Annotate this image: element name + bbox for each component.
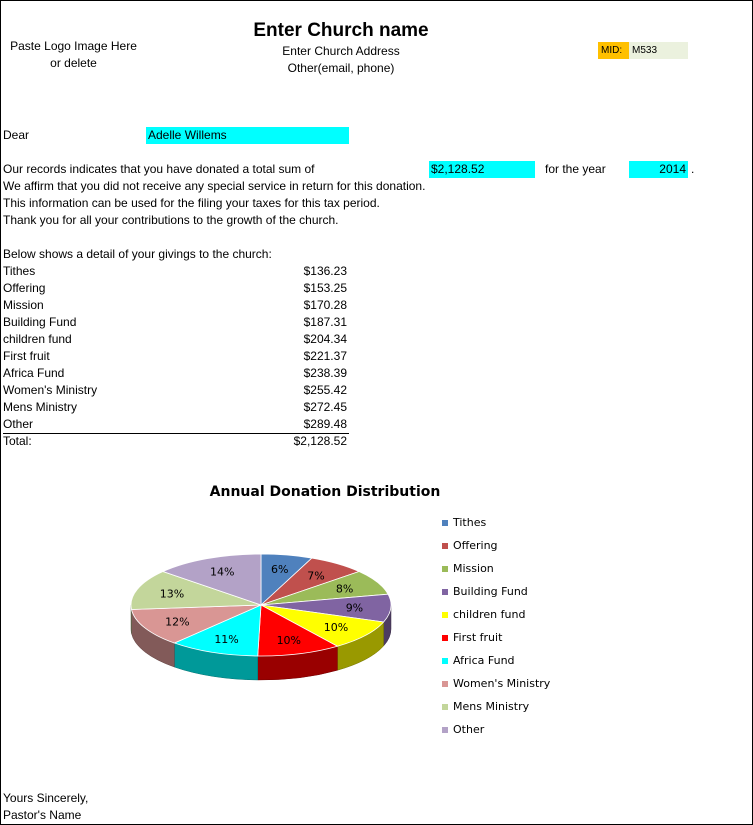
- legend-swatch: [442, 658, 448, 664]
- legend-label: Women's Ministry: [453, 677, 551, 690]
- pie-data-label: 14%: [209, 565, 235, 579]
- pastor-signature: Pastor's Name: [3, 808, 82, 822]
- legend-swatch: [442, 543, 448, 549]
- logo-placeholder: [1, 39, 146, 70]
- giving-amount: $272.45: [303, 400, 347, 414]
- records-text: Our records indicates that you have donated a total sum of: [3, 162, 315, 176]
- affirm-text: We affirm that you did not receive any special service in return for this donation.: [3, 179, 426, 193]
- pie-data-label: 10%: [323, 620, 349, 634]
- church-contact: Other(email, phone): [287, 61, 395, 75]
- legend-swatch: [442, 589, 448, 595]
- legend-label: First fruit: [453, 631, 503, 644]
- pie-data-label: 12%: [165, 615, 190, 629]
- giving-category: Other: [3, 417, 34, 431]
- giving-category: Offering: [3, 281, 46, 295]
- pie-data-label: 9%: [345, 601, 364, 615]
- logo-line-1: Paste Logo Image Here: [10, 39, 137, 53]
- giving-category: Mission: [3, 298, 44, 312]
- pie-data-label: 8%: [335, 582, 354, 596]
- giving-category: Building Fund: [3, 315, 77, 329]
- total-label: Total:: [3, 434, 32, 448]
- pie-data-label: 11%: [214, 633, 239, 647]
- mid-label: MID:: [598, 42, 629, 59]
- legend-label: Building Fund: [453, 585, 528, 598]
- legend-swatch: [442, 566, 448, 572]
- logo-line-2: or delete: [50, 56, 97, 70]
- legend-swatch: [442, 681, 448, 687]
- giving-amount: $170.28: [303, 298, 347, 312]
- pie-data-label: 6%: [270, 563, 289, 577]
- legend-label: Other: [453, 723, 485, 736]
- legend-swatch: [442, 520, 448, 526]
- legend-label: Mission: [453, 562, 494, 575]
- giving-category: Africa Fund: [3, 366, 65, 380]
- giving-category: Tithes: [3, 264, 36, 278]
- giving-amount: $204.34: [303, 332, 347, 346]
- giving-amount: $255.42: [303, 383, 347, 397]
- giving-category: children fund: [3, 332, 72, 346]
- mid-value: M533: [629, 42, 688, 59]
- legend-swatch: [442, 704, 448, 710]
- giving-amount: $289.48: [303, 417, 347, 431]
- donor-name: Adelle Willems: [146, 127, 349, 144]
- details-intro: Below shows a detail of your givings to the church:: [3, 247, 272, 261]
- legend-swatch: [442, 635, 448, 641]
- legend-label: Offering: [453, 539, 498, 552]
- pie-data-label: 10%: [276, 634, 302, 648]
- giving-category: Mens Ministry: [3, 400, 78, 414]
- chart-title: Annual Donation Distribution: [209, 484, 441, 500]
- legend-swatch: [442, 612, 448, 618]
- giving-amount: $136.23: [303, 264, 347, 278]
- giving-category: Women's Ministry: [3, 383, 98, 397]
- legend-swatch: [442, 727, 448, 733]
- giving-amount: $187.31: [303, 315, 347, 329]
- thanks-text: Thank you for all your contributions to the growth of the church.: [3, 213, 339, 227]
- year-value: 2014: [629, 161, 688, 178]
- giving-category: First fruit: [3, 349, 50, 363]
- giving-amount: $238.39: [303, 366, 347, 380]
- pie-data-label: 7%: [307, 569, 325, 583]
- church-name: Enter Church name: [253, 20, 429, 41]
- legend-label: children fund: [453, 608, 526, 621]
- year-period: .: [691, 162, 695, 176]
- giving-amount: $221.37: [303, 349, 347, 363]
- total-amount: $2,128.52: [293, 434, 347, 448]
- closing-text: Yours Sincerely,: [3, 791, 89, 805]
- pie-data-label: 13%: [159, 587, 185, 601]
- for-year-label: for the year: [545, 162, 606, 176]
- church-address: Enter Church Address: [282, 44, 400, 58]
- pie-chart: [1, 501, 431, 731]
- dear-label: Dear: [3, 128, 30, 142]
- legend-label: Tithes: [453, 516, 487, 529]
- total-amount-highlight: $2,128.52: [429, 161, 535, 178]
- giving-amount: $153.25: [303, 281, 347, 295]
- tax-text: This information can be used for the filing your taxes for this tax period.: [3, 196, 380, 210]
- legend-label: Mens Ministry: [453, 700, 530, 713]
- legend-label: Africa Fund: [453, 654, 515, 667]
